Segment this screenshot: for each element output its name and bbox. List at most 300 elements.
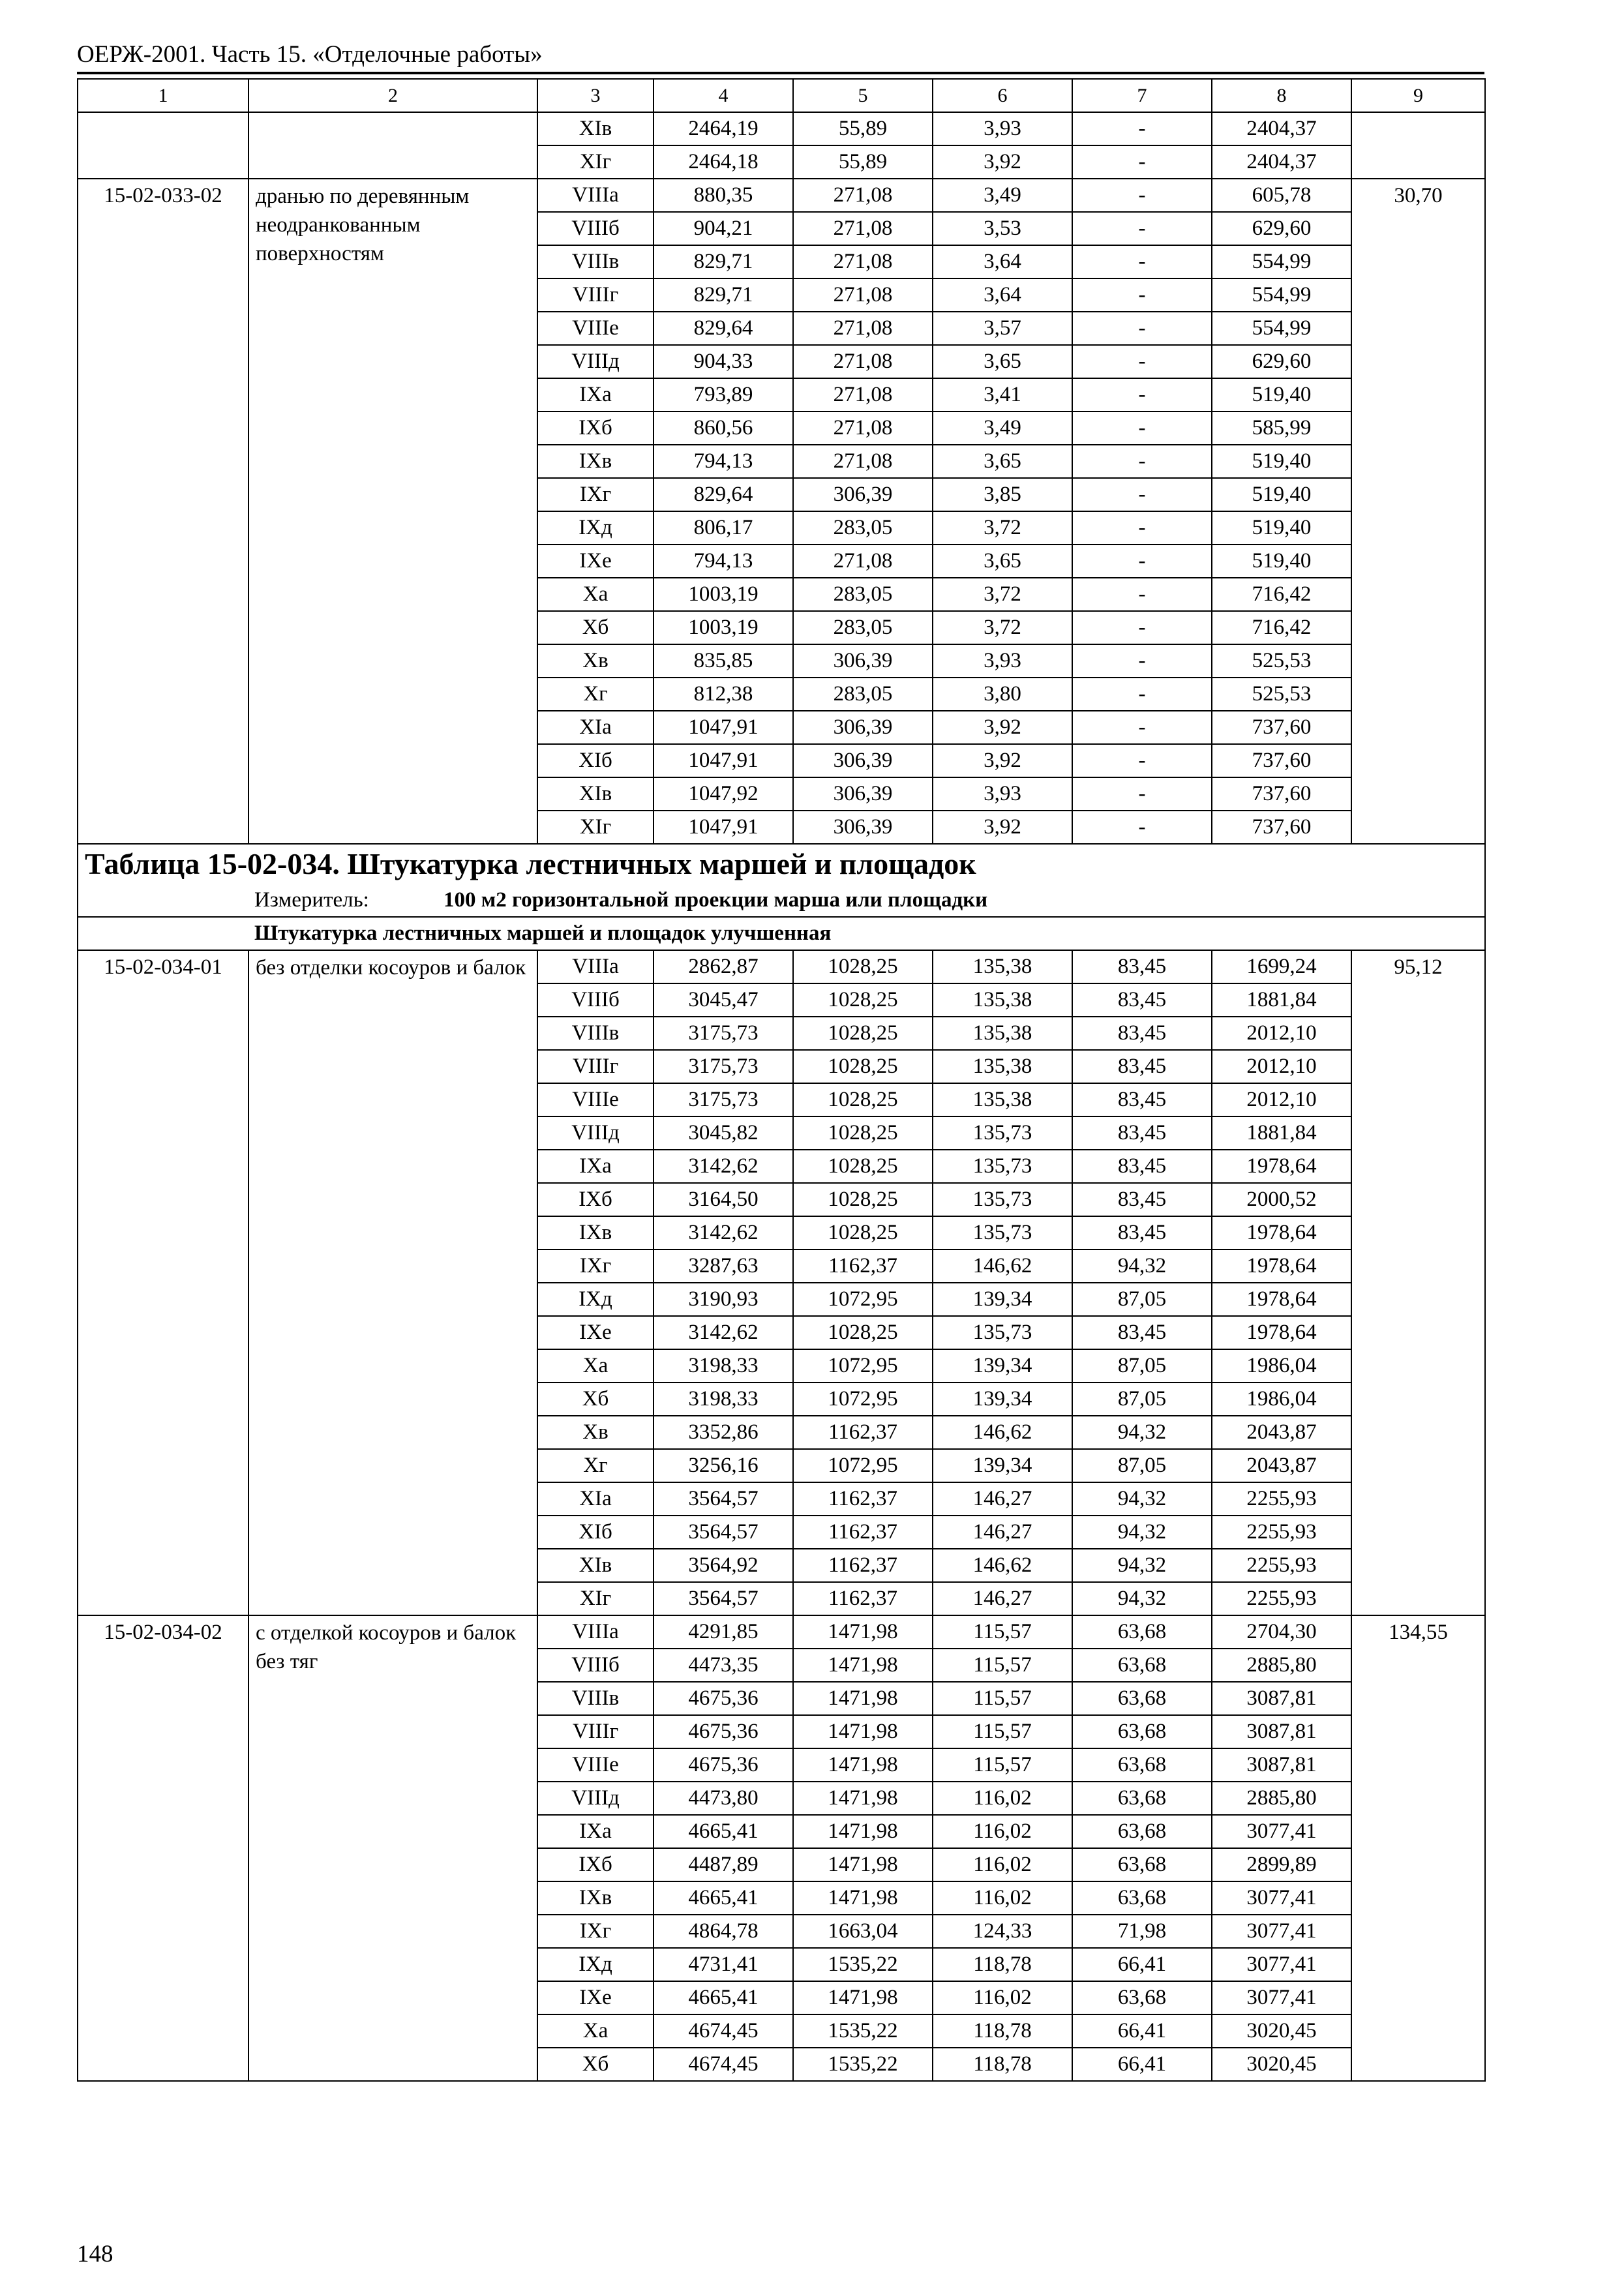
total-cost-cell: 1047,91	[654, 811, 793, 844]
materials-cost-cell: 3077,41	[1212, 1948, 1351, 1981]
labor-cost-cell: 134,55	[1351, 1615, 1485, 2081]
total-cost-cell: 2862,87	[654, 950, 793, 983]
table-row	[78, 1615, 1485, 1649]
table-title: Таблица 15-02-034. Штукатурка лестничных маршей и площадок	[78, 844, 1485, 884]
zone-cell: IXд	[537, 1948, 654, 1981]
materials-cost-cell: 519,40	[1212, 545, 1351, 578]
zone-cell: XIб	[537, 1516, 654, 1549]
wages-cell: 1535,22	[793, 2014, 933, 2048]
wages-cell: 271,08	[793, 445, 933, 478]
total-cost-cell: 4674,45	[654, 2014, 793, 2048]
zone-cell: VIIIв	[537, 1017, 654, 1050]
machine-cost-cell: 146,62	[933, 1416, 1072, 1449]
work-name-cell: без отделки косоуров и балок	[248, 950, 537, 1615]
zone-cell: Xа	[537, 2014, 654, 2048]
table-row	[78, 112, 1485, 145]
total-cost-cell: 4291,85	[654, 1615, 793, 1649]
total-cost-cell: 4473,35	[654, 1649, 793, 1682]
machinist-wages-cell: 66,41	[1072, 2048, 1212, 2081]
machine-cost-cell: 135,73	[933, 1316, 1072, 1349]
machine-cost-cell: 124,33	[933, 1915, 1072, 1948]
wages-cell: 271,08	[793, 245, 933, 278]
wages-cell: 1471,98	[793, 1815, 933, 1848]
machinist-wages-cell: -	[1072, 378, 1212, 411]
total-cost-cell: 4675,36	[654, 1748, 793, 1782]
machinist-wages-cell: -	[1072, 811, 1212, 844]
table-033-body	[78, 179, 1485, 844]
zone-cell: VIIIа	[537, 950, 654, 983]
table-034-body	[78, 950, 1485, 2081]
machinist-wages-cell: 87,05	[1072, 1449, 1212, 1482]
meter-label: Измеритель:	[254, 888, 369, 912]
wages-cell: 55,89	[793, 112, 933, 145]
zone-cell: VIIIг	[537, 1050, 654, 1083]
total-cost-cell: 4864,78	[654, 1915, 793, 1948]
zone-cell: VIIIб	[537, 1649, 654, 1682]
machine-cost-cell: 135,73	[933, 1216, 1072, 1249]
machine-cost-cell: 3,72	[933, 511, 1072, 545]
zone-cell: IXв	[537, 1881, 654, 1915]
page-number: 148	[77, 2241, 113, 2267]
machinist-wages-cell: 63,68	[1072, 1649, 1212, 1682]
machinist-wages-cell: 94,32	[1072, 1482, 1212, 1516]
continuation-rows	[78, 112, 1485, 179]
wages-cell: 1072,95	[793, 1449, 933, 1482]
wages-cell: 306,39	[793, 811, 933, 844]
materials-cost-cell: 2012,10	[1212, 1017, 1351, 1050]
machine-cost-cell: 116,02	[933, 1782, 1072, 1815]
rate-code-cell	[78, 112, 248, 179]
machinist-wages-cell: 94,32	[1072, 1516, 1212, 1549]
machinist-wages-cell: -	[1072, 678, 1212, 711]
wages-cell: 1028,25	[793, 1083, 933, 1116]
total-cost-cell: 829,64	[654, 312, 793, 345]
machinist-wages-cell: 83,45	[1072, 1017, 1212, 1050]
column-number: 1	[78, 79, 248, 112]
machinist-wages-cell: 63,68	[1072, 1782, 1212, 1815]
machine-cost-cell: 118,78	[933, 1948, 1072, 1981]
materials-cost-cell: 737,60	[1212, 777, 1351, 811]
machinist-wages-cell: -	[1072, 345, 1212, 378]
machine-cost-cell: 3,41	[933, 378, 1072, 411]
total-cost-cell: 3198,33	[654, 1349, 793, 1383]
zone-cell: IXв	[537, 1216, 654, 1249]
total-cost-cell: 3564,92	[654, 1549, 793, 1582]
zone-cell: VIIIб	[537, 983, 654, 1017]
total-cost-cell: 812,38	[654, 678, 793, 711]
materials-cost-cell: 2012,10	[1212, 1050, 1351, 1083]
wages-cell: 1471,98	[793, 1981, 933, 2014]
machine-cost-cell: 135,38	[933, 1050, 1072, 1083]
materials-cost-cell: 2000,52	[1212, 1183, 1351, 1216]
machine-cost-cell: 116,02	[933, 1815, 1072, 1848]
labor-cost-cell: 95,12	[1351, 950, 1485, 1615]
column-number: 4	[654, 79, 793, 112]
total-cost-cell: 1047,91	[654, 711, 793, 744]
total-cost-cell: 2464,18	[654, 145, 793, 179]
wages-cell: 271,08	[793, 545, 933, 578]
total-cost-cell: 3287,63	[654, 1249, 793, 1283]
materials-cost-cell: 629,60	[1212, 212, 1351, 245]
materials-cost-cell: 519,40	[1212, 511, 1351, 545]
wages-cell: 283,05	[793, 611, 933, 644]
zone-cell: XIг	[537, 145, 654, 179]
wages-cell: 271,08	[793, 179, 933, 212]
zone-cell: IXд	[537, 511, 654, 545]
zone-cell: XIг	[537, 1582, 654, 1615]
zone-cell: VIIIа	[537, 179, 654, 212]
total-cost-cell: 3190,93	[654, 1283, 793, 1316]
machinist-wages-cell: -	[1072, 411, 1212, 445]
wages-cell: 306,39	[793, 777, 933, 811]
machinist-wages-cell: 94,32	[1072, 1416, 1212, 1449]
materials-cost-cell: 1986,04	[1212, 1383, 1351, 1416]
wages-cell: 1072,95	[793, 1283, 933, 1316]
total-cost-cell: 3352,86	[654, 1416, 793, 1449]
machinist-wages-cell: 63,68	[1072, 1715, 1212, 1748]
materials-cost-cell: 519,40	[1212, 445, 1351, 478]
materials-cost-cell: 2404,37	[1212, 145, 1351, 179]
machine-cost-cell: 3,64	[933, 245, 1072, 278]
zone-cell: IXе	[537, 1316, 654, 1349]
machine-cost-cell: 146,62	[933, 1249, 1072, 1283]
materials-cost-cell: 2885,80	[1212, 1649, 1351, 1682]
machinist-wages-cell: 83,45	[1072, 1316, 1212, 1349]
materials-cost-cell: 716,42	[1212, 578, 1351, 611]
materials-cost-cell: 2012,10	[1212, 1083, 1351, 1116]
wages-cell: 306,39	[793, 744, 933, 777]
table-row	[78, 179, 1485, 212]
zone-cell: IXа	[537, 378, 654, 411]
wages-cell: 1471,98	[793, 1682, 933, 1715]
total-cost-cell: 3175,73	[654, 1050, 793, 1083]
wages-cell: 1162,37	[793, 1549, 933, 1582]
materials-cost-cell: 525,53	[1212, 644, 1351, 678]
machine-cost-cell: 3,80	[933, 678, 1072, 711]
meter-value: 100 м2 горизонтальной проекции марша или площадки	[444, 888, 988, 912]
rate-code-cell: 15-02-034-02	[78, 1615, 248, 2081]
zone-cell: VIIIб	[537, 212, 654, 245]
total-cost-cell: 3142,62	[654, 1216, 793, 1249]
machine-cost-cell: 139,34	[933, 1283, 1072, 1316]
zone-cell: Xг	[537, 678, 654, 711]
machine-cost-cell: 3,85	[933, 478, 1072, 511]
machine-cost-cell: 3,49	[933, 179, 1072, 212]
zone-cell: Xб	[537, 611, 654, 644]
machine-cost-cell: 3,65	[933, 445, 1072, 478]
zone-cell: XIв	[537, 777, 654, 811]
total-cost-cell: 4674,45	[654, 2048, 793, 2081]
wages-cell: 1471,98	[793, 1782, 933, 1815]
machine-cost-cell: 115,57	[933, 1615, 1072, 1649]
wages-cell: 1028,25	[793, 1116, 933, 1150]
machine-cost-cell: 3,72	[933, 578, 1072, 611]
machine-cost-cell: 135,38	[933, 983, 1072, 1017]
total-cost-cell: 3164,50	[654, 1183, 793, 1216]
materials-cost-cell: 2255,93	[1212, 1482, 1351, 1516]
total-cost-cell: 4731,41	[654, 1948, 793, 1981]
machinist-wages-cell: -	[1072, 312, 1212, 345]
machinist-wages-cell: 63,68	[1072, 1682, 1212, 1715]
total-cost-cell: 904,21	[654, 212, 793, 245]
zone-cell: IXб	[537, 411, 654, 445]
materials-cost-cell: 3020,45	[1212, 2014, 1351, 2048]
materials-cost-cell: 2899,89	[1212, 1848, 1351, 1881]
materials-cost-cell: 737,60	[1212, 811, 1351, 844]
total-cost-cell: 3175,73	[654, 1017, 793, 1050]
materials-cost-cell: 2255,93	[1212, 1549, 1351, 1582]
wages-cell: 1028,25	[793, 1216, 933, 1249]
wages-cell: 1072,95	[793, 1383, 933, 1416]
wages-cell: 306,39	[793, 478, 933, 511]
materials-cost-cell: 525,53	[1212, 678, 1351, 711]
wages-cell: 1162,37	[793, 1582, 933, 1615]
machine-cost-cell: 115,57	[933, 1748, 1072, 1782]
wages-cell: 1162,37	[793, 1516, 933, 1549]
machine-cost-cell: 3,92	[933, 145, 1072, 179]
wages-cell: 1535,22	[793, 1948, 933, 1981]
column-number: 8	[1212, 79, 1351, 112]
total-cost-cell: 4675,36	[654, 1682, 793, 1715]
machine-cost-cell: 3,65	[933, 545, 1072, 578]
machinist-wages-cell: -	[1072, 578, 1212, 611]
column-number: 9	[1351, 79, 1485, 112]
machinist-wages-cell: 83,45	[1072, 1116, 1212, 1150]
zone-cell: IXе	[537, 545, 654, 578]
total-cost-cell: 829,71	[654, 245, 793, 278]
zone-cell: VIIIд	[537, 345, 654, 378]
running-header: ОЕРЖ-2001. Часть 15. «Отделочные работы»	[77, 41, 543, 68]
total-cost-cell: 3045,47	[654, 983, 793, 1017]
total-cost-cell: 1003,19	[654, 611, 793, 644]
machine-cost-cell: 135,38	[933, 1017, 1072, 1050]
machinist-wages-cell: 87,05	[1072, 1349, 1212, 1383]
zone-cell: VIIIа	[537, 1615, 654, 1649]
wages-cell: 1471,98	[793, 1615, 933, 1649]
machinist-wages-cell: -	[1072, 145, 1212, 179]
total-cost-cell: 3175,73	[654, 1083, 793, 1116]
zone-cell: IXг	[537, 478, 654, 511]
machinist-wages-cell: -	[1072, 445, 1212, 478]
machinist-wages-cell: 94,32	[1072, 1549, 1212, 1582]
zone-cell: VIIIг	[537, 1715, 654, 1748]
total-cost-cell: 3564,57	[654, 1482, 793, 1516]
machine-cost-cell: 115,57	[933, 1715, 1072, 1748]
wages-cell: 1471,98	[793, 1649, 933, 1682]
machinist-wages-cell: 66,41	[1072, 2014, 1212, 2048]
zone-cell: VIIIд	[537, 1782, 654, 1815]
materials-cost-cell: 3087,81	[1212, 1715, 1351, 1748]
column-number: 6	[933, 79, 1072, 112]
zone-cell: VIIIе	[537, 1748, 654, 1782]
machinist-wages-cell: 87,05	[1072, 1283, 1212, 1316]
machine-cost-cell: 115,57	[933, 1682, 1072, 1715]
zone-cell: IXг	[537, 1249, 654, 1283]
total-cost-cell: 904,33	[654, 345, 793, 378]
machinist-wages-cell: 71,98	[1072, 1915, 1212, 1948]
materials-cost-cell: 585,99	[1212, 411, 1351, 445]
wages-cell: 306,39	[793, 644, 933, 678]
machine-cost-cell: 146,27	[933, 1582, 1072, 1615]
wages-cell: 283,05	[793, 511, 933, 545]
total-cost-cell: 4487,89	[654, 1848, 793, 1881]
materials-cost-cell: 1881,84	[1212, 983, 1351, 1017]
header-rule	[77, 72, 1484, 74]
wages-cell: 1471,98	[793, 1848, 933, 1881]
machinist-wages-cell: 63,68	[1072, 1981, 1212, 2014]
wages-cell: 1028,25	[793, 1050, 933, 1083]
machine-cost-cell: 135,38	[933, 1083, 1072, 1116]
work-name-cell: дранью по деревянным неодранкованным поверхностям	[248, 179, 537, 844]
machinist-wages-cell: -	[1072, 711, 1212, 744]
table-subtitle: Штукатурка лестничных маршей и площадок улучшенная	[78, 917, 1485, 950]
zone-cell: VIIIе	[537, 1083, 654, 1116]
zone-cell: XIб	[537, 744, 654, 777]
total-cost-cell: 829,71	[654, 278, 793, 312]
wages-cell: 271,08	[793, 411, 933, 445]
materials-cost-cell: 629,60	[1212, 345, 1351, 378]
machinist-wages-cell: 63,68	[1072, 1748, 1212, 1782]
wages-cell: 1471,98	[793, 1715, 933, 1748]
total-cost-cell: 860,56	[654, 411, 793, 445]
total-cost-cell: 794,13	[654, 545, 793, 578]
zone-cell: XIв	[537, 1549, 654, 1582]
total-cost-cell: 835,85	[654, 644, 793, 678]
machine-cost-cell: 3,92	[933, 811, 1072, 844]
zone-cell: XIа	[537, 711, 654, 744]
wages-cell: 55,89	[793, 145, 933, 179]
machinist-wages-cell: 83,45	[1072, 983, 1212, 1017]
machine-cost-cell: 139,34	[933, 1449, 1072, 1482]
machinist-wages-cell: -	[1072, 744, 1212, 777]
machine-cost-cell: 3,93	[933, 112, 1072, 145]
machinist-wages-cell: 66,41	[1072, 1948, 1212, 1981]
materials-cost-cell: 554,99	[1212, 245, 1351, 278]
total-cost-cell: 3142,62	[654, 1316, 793, 1349]
machinist-wages-cell: 83,45	[1072, 1150, 1212, 1183]
wages-cell: 1162,37	[793, 1482, 933, 1516]
zone-cell: Xа	[537, 1349, 654, 1383]
machinist-wages-cell: 94,32	[1072, 1582, 1212, 1615]
meter-line	[78, 884, 1485, 917]
machine-cost-cell: 3,93	[933, 777, 1072, 811]
materials-cost-cell: 2885,80	[1212, 1782, 1351, 1815]
wages-cell: 1028,25	[793, 1017, 933, 1050]
materials-cost-cell: 1986,04	[1212, 1349, 1351, 1383]
total-cost-cell: 793,89	[654, 378, 793, 411]
zone-cell: IXб	[537, 1848, 654, 1881]
total-cost-cell: 4665,41	[654, 1881, 793, 1915]
materials-cost-cell: 2704,30	[1212, 1615, 1351, 1649]
labor-cost-cell	[1351, 112, 1485, 179]
machine-cost-cell: 3,93	[933, 644, 1072, 678]
machinist-wages-cell: -	[1072, 245, 1212, 278]
machinist-wages-cell: 63,68	[1072, 1881, 1212, 1915]
materials-cost-cell: 1978,64	[1212, 1216, 1351, 1249]
machine-cost-cell: 139,34	[933, 1383, 1072, 1416]
zone-cell: Xб	[537, 2048, 654, 2081]
materials-cost-cell: 737,60	[1212, 744, 1351, 777]
materials-cost-cell: 3077,41	[1212, 1881, 1351, 1915]
rate-code-cell: 15-02-033-02	[78, 179, 248, 844]
materials-cost-cell: 2404,37	[1212, 112, 1351, 145]
machine-cost-cell: 3,57	[933, 312, 1072, 345]
total-cost-cell: 806,17	[654, 511, 793, 545]
zone-cell: XIв	[537, 112, 654, 145]
materials-cost-cell: 554,99	[1212, 312, 1351, 345]
zone-cell: IXг	[537, 1915, 654, 1948]
wages-cell: 1663,04	[793, 1915, 933, 1948]
total-cost-cell: 3256,16	[654, 1449, 793, 1482]
zone-cell: VIIIд	[537, 1116, 654, 1150]
machinist-wages-cell: 83,45	[1072, 1183, 1212, 1216]
wages-cell: 1028,25	[793, 983, 933, 1017]
column-number: 2	[248, 79, 537, 112]
machinist-wages-cell: -	[1072, 644, 1212, 678]
table-034-heading	[78, 844, 1485, 950]
machine-cost-cell: 118,78	[933, 2014, 1072, 2048]
machine-cost-cell: 146,27	[933, 1516, 1072, 1549]
machinist-wages-cell: 83,45	[1072, 950, 1212, 983]
materials-cost-cell: 519,40	[1212, 478, 1351, 511]
machine-cost-cell: 3,65	[933, 345, 1072, 378]
machinist-wages-cell: -	[1072, 212, 1212, 245]
machine-cost-cell: 116,02	[933, 1881, 1072, 1915]
materials-cost-cell: 2043,87	[1212, 1416, 1351, 1449]
wages-cell: 1028,25	[793, 1183, 933, 1216]
wages-cell: 1028,25	[793, 1316, 933, 1349]
machine-cost-cell: 3,53	[933, 212, 1072, 245]
total-cost-cell: 4675,36	[654, 1715, 793, 1748]
wages-cell: 306,39	[793, 711, 933, 744]
materials-cost-cell: 1978,64	[1212, 1283, 1351, 1316]
zone-cell: Xв	[537, 1416, 654, 1449]
machinist-wages-cell: 63,68	[1072, 1615, 1212, 1649]
total-cost-cell: 4665,41	[654, 1981, 793, 2014]
zone-cell: VIIIг	[537, 278, 654, 312]
machine-cost-cell: 118,78	[933, 2048, 1072, 2081]
machine-cost-cell: 135,73	[933, 1183, 1072, 1216]
column-number-row	[78, 79, 1485, 112]
machine-cost-cell: 115,57	[933, 1649, 1072, 1682]
wages-cell: 271,08	[793, 212, 933, 245]
machine-cost-cell: 135,73	[933, 1116, 1072, 1150]
materials-cost-cell: 1699,24	[1212, 950, 1351, 983]
machinist-wages-cell: -	[1072, 611, 1212, 644]
total-cost-cell: 4665,41	[654, 1815, 793, 1848]
materials-cost-cell: 605,78	[1212, 179, 1351, 212]
wages-cell: 271,08	[793, 378, 933, 411]
materials-cost-cell: 2255,93	[1212, 1516, 1351, 1549]
total-cost-cell: 1003,19	[654, 578, 793, 611]
machine-cost-cell: 135,73	[933, 1150, 1072, 1183]
zone-cell: Xа	[537, 578, 654, 611]
machinist-wages-cell: 94,32	[1072, 1249, 1212, 1283]
wages-cell: 1162,37	[793, 1416, 933, 1449]
wages-cell: 1471,98	[793, 1881, 933, 1915]
machinist-wages-cell: -	[1072, 278, 1212, 312]
machinist-wages-cell: 83,45	[1072, 1050, 1212, 1083]
materials-cost-cell: 3077,41	[1212, 1815, 1351, 1848]
wages-cell: 1535,22	[793, 2048, 933, 2081]
machine-cost-cell: 146,62	[933, 1549, 1072, 1582]
machine-cost-cell: 116,02	[933, 1848, 1072, 1881]
machinist-wages-cell: -	[1072, 511, 1212, 545]
machinist-wages-cell: -	[1072, 179, 1212, 212]
machinist-wages-cell: -	[1072, 777, 1212, 811]
machine-cost-cell: 3,92	[933, 744, 1072, 777]
wages-cell: 1072,95	[793, 1349, 933, 1383]
